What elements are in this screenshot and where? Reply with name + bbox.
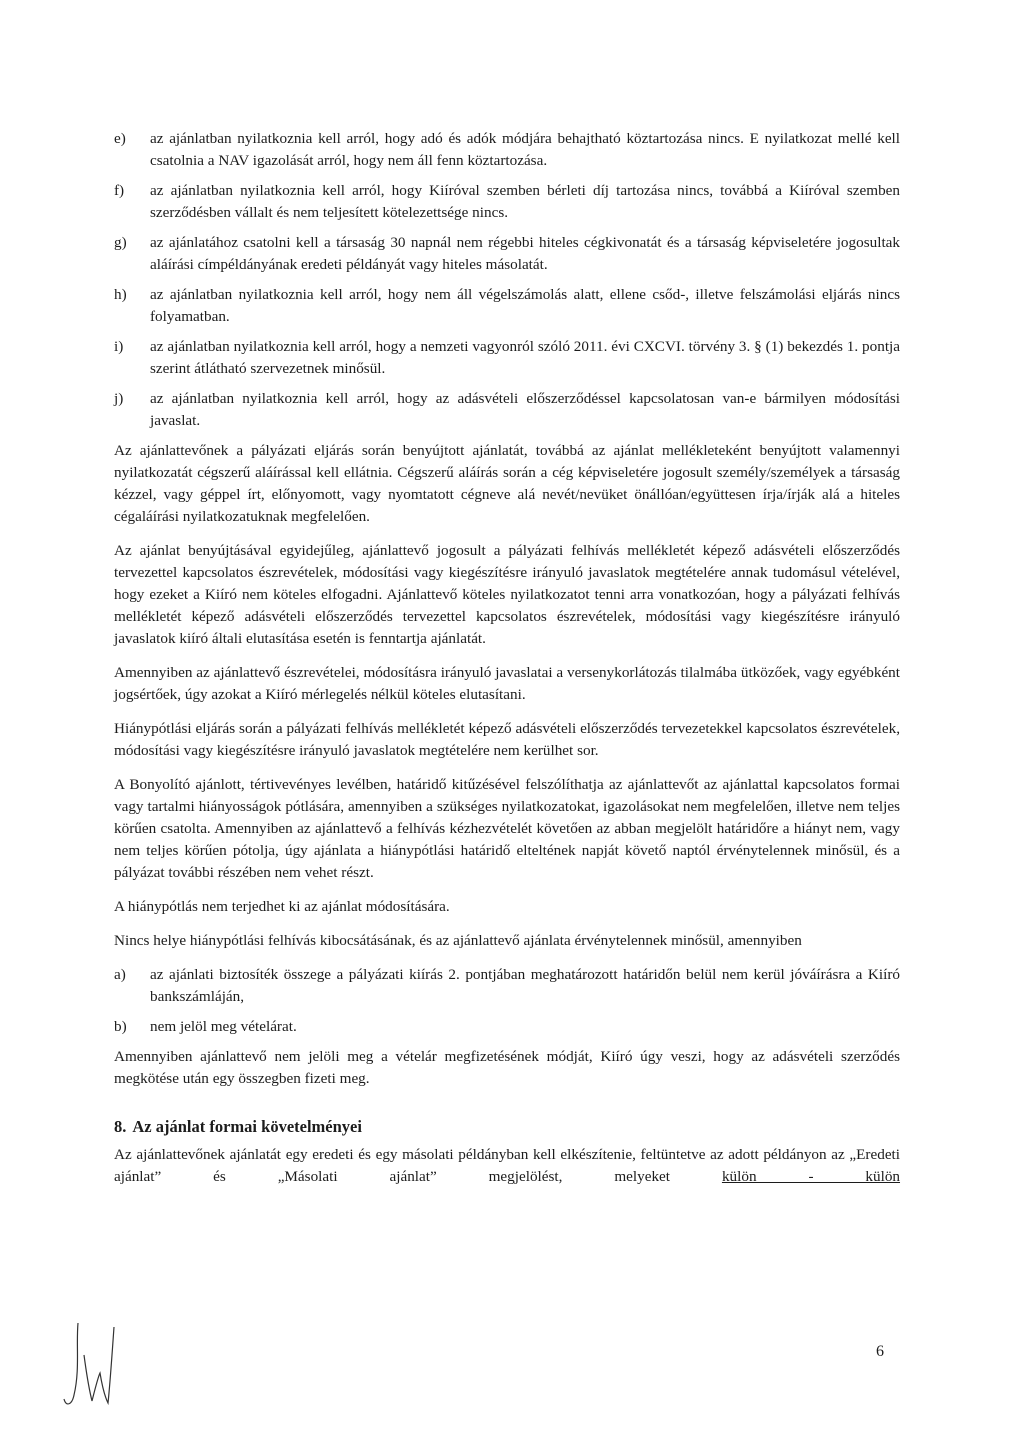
list-marker: f) bbox=[114, 182, 125, 199]
closing-paragraph: Amennyiben ajánlattevő nem jelöli meg a vételár megfizetésének módját, Kiíró úgy veszi, hogy az adásvételi szerződés megkötése után egy összegben fizeti meg. bbox=[114, 1048, 900, 1087]
list-marker: e) bbox=[114, 130, 126, 147]
body-paragraph: Az ajánlattevőnek a pályázati eljárás során benyújtott ajánlatát, továbbá az ajánlat mellékleteként benyújtott valamennyi nyilatkozatát cégszerű aláírással kell ellátnia. Cégszerű aláírás során a cég képviseletére jogosult személy/személyek a társaság kézzel, vagy géppel írt, előnyomott, vagy nyomtatott cégneve alá nevét/nevüket önállóan/együttesen írja/írják alá a hiteles cégaláírási nyilatkozatuknak megfelelően. bbox=[114, 442, 900, 525]
section-text: Az ajánlattevőnek ajánlatát egy eredeti és egy másolati példányban kell elkészítenie, feltüntetve az adott példányon az „Eredeti ajánlat” és „Másolati ajánlat” megjelölést, melyeket bbox=[114, 1146, 900, 1185]
body-paragraph: Nincs helye hiánypótlási felhívás kibocsátásának, és az ajánlattevő ajánlata érvénytelennek minősül, amennyiben bbox=[114, 932, 802, 949]
section-number: 8. bbox=[114, 1117, 127, 1136]
list-item-text: az ajánlatban nyilatkoznia kell arról, hogy a nemzeti vagyonról szóló 2011. évi CXCVI. törvény 3. § (1) bekezdés 1. pontja szerint átlátható szervezetnek minősül. bbox=[150, 338, 900, 377]
list-item bbox=[114, 964, 900, 1008]
list-item bbox=[114, 180, 900, 224]
body-paragraph: Amennyiben az ajánlattevő észrevételei, módosításra irányuló javaslatai a versenykorlátozás tilalmába ütközőek, vagy egyébként jogsértőek, úgy azokat a Kiíró mérlegelés nélkül köteles elutasítani. bbox=[114, 664, 900, 703]
list-marker: g) bbox=[114, 234, 127, 251]
list-item bbox=[114, 1016, 900, 1038]
document-page bbox=[114, 128, 900, 1200]
list-marker: j) bbox=[114, 390, 124, 407]
body-paragraph: Hiánypótlási eljárás során a pályázati felhívás mellékletét képező adásvételi előszerződés tervezetekkel kapcsolatos észrevételek, módosítási vagy kiegészítésre irányuló javaslatok megtételére nem kerülhet sor. bbox=[114, 720, 900, 759]
body-paragraph: Az ajánlat benyújtásával egyidejűleg, ajánlattevő jogosult a pályázati felhívás mellékletét képező adásvételi előszerződés tervezettel kapcsolatos észrevételek, módosítási vagy kiegészítésre irányuló javaslatok megtételére annak tudomásul vételével, hogy ezeket a Kiíró nem köteles elfogadni. Ajánlattevő köteles nyilatkozatot tenni arra vonatkozóan, hogy a pályázati felhívás mellékletét képező adásvételi előszerződés tervezettel kapcsolatos észrevételek, módosítási vagy kiegészítésre irányuló javaslatok kiíró általi elutasítása esetén is fenntartja ajánlatát. bbox=[114, 542, 900, 647]
section-title: Az ajánlat formai követelményei bbox=[132, 1117, 362, 1136]
page-number: 6 bbox=[876, 1343, 884, 1360]
list-item bbox=[114, 232, 900, 276]
list-marker: a) bbox=[114, 966, 126, 983]
list-item bbox=[114, 284, 900, 328]
list-item bbox=[114, 128, 900, 172]
requirements-list-top bbox=[114, 128, 900, 432]
body-paragraph: A Bonyolító ajánlott, tértivevényes levélben, határidő kitűzésével felszólíthatja az ajánlattevőt az ajánlattal kapcsolatos formai vagy tartalmi hiányosságok pótlására, amennyiben a szükséges nyilatkozatokat, igazolásokat nem megfelelően, illetve nem teljes körűen csatolta. Amennyiben az ajánlattevő a felhívás kézhezvételét követően az abban megjelölt határidőre a hiányt nem, vagy nem teljes körűen pótolja, úgy ajánlata a hiánypótlási határidő elteltének napját követő naptól érvénytelennek minősül, és a pályázat további részében nem vehet részt. bbox=[114, 776, 900, 881]
list-item bbox=[114, 336, 900, 380]
section-heading bbox=[114, 1116, 900, 1138]
body-paragraph: A hiánypótlás nem terjedhet ki az ajánlat módosítására. bbox=[114, 898, 450, 915]
list-item-text: az ajánlati biztosíték összege a pályázati kiírás 2. pontjában meghatározott határidőn belül nem kerül jóváírásra a Kiíró bankszámláján, bbox=[150, 966, 900, 1005]
list-item-text: az ajánlatban nyilatkoznia kell arról, hogy az adásvételi előszerződéssel kapcsolatosan van-e bármilyen módosítási javaslat. bbox=[150, 390, 900, 429]
list-item-text: az ajánlatához csatolni kell a társaság 30 napnál nem régebbi hiteles cégkivonatát és a társaság képviseletére jogosultak aláírási címpéldányának eredeti példányát vagy hiteles másolatát. bbox=[150, 234, 900, 273]
section-paragraph bbox=[114, 1144, 900, 1188]
list-marker: h) bbox=[114, 286, 127, 303]
list-item-text: nem jelöl meg vételárat. bbox=[150, 1018, 297, 1035]
list-marker: b) bbox=[114, 1018, 127, 1035]
list-item bbox=[114, 388, 900, 432]
list-item-text: az ajánlatban nyilatkoznia kell arról, hogy adó és adók módjára behajtható köztartozása nincs. E nyilatkozat mellé kell csatolnia a NAV igazolását arról, hogy nem áll fenn köztartozása. bbox=[150, 130, 900, 169]
signature-mark bbox=[60, 1315, 120, 1415]
requirements-list-bottom bbox=[114, 964, 900, 1038]
list-marker: i) bbox=[114, 338, 124, 355]
list-item-text: az ajánlatban nyilatkoznia kell arról, hogy nem áll végelszámolás alatt, ellene csőd-, illetve felszámolási eljárás nincs folyamatban. bbox=[150, 286, 900, 325]
underlined-text: külön - külön bbox=[721, 1168, 901, 1185]
list-item-text: az ajánlatban nyilatkoznia kell arról, hogy Kiíróval szemben bérleti díj tartozása nincs, továbbá a Kiíróval szemben szerződésben vállalt és nem teljesített kötelezettsége nincs. bbox=[150, 182, 900, 221]
